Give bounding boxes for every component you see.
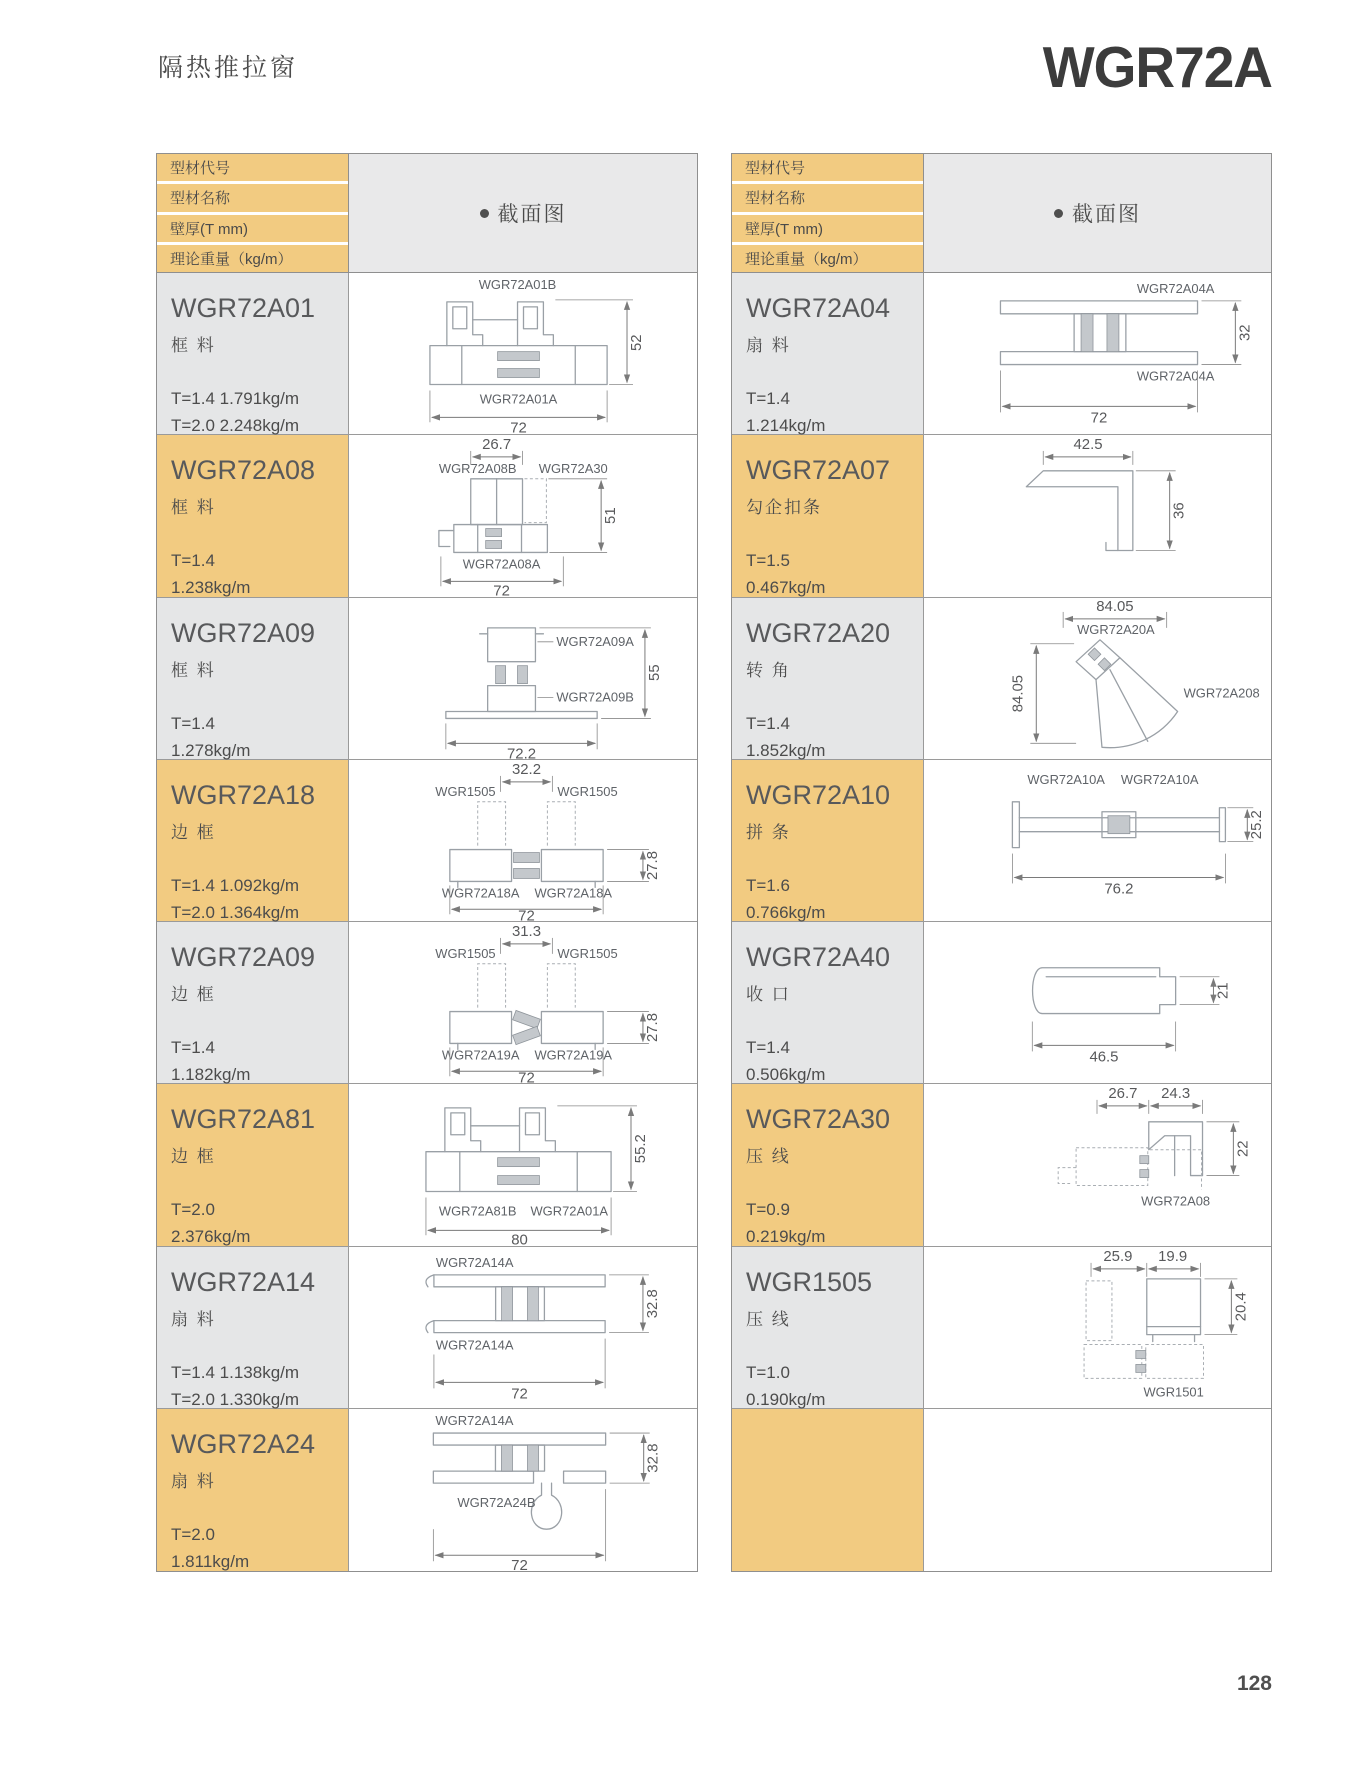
spec-line: T=1.4 1.791kg/m xyxy=(171,389,300,408)
header-cell-weight: 理论重量（kg/m） xyxy=(157,245,348,272)
profile-code: WGR72A30 xyxy=(746,1104,891,1135)
profile-specs xyxy=(171,547,348,601)
spec-line: 0.190kg/m xyxy=(746,1389,826,1409)
cross-section-drawing xyxy=(924,922,1271,1083)
part-label: WGR72A18A xyxy=(534,885,613,901)
cross-section-drawing xyxy=(924,435,1271,596)
profile-name: 压 线 xyxy=(746,1309,791,1329)
profile-code: WGR72A09 xyxy=(171,942,316,972)
spec-line: 0.506kg/m xyxy=(746,1065,826,1085)
profile-specs xyxy=(171,710,348,764)
spec-line: T=2.0 xyxy=(171,1200,215,1220)
dimension-height: 27.8 xyxy=(643,850,661,880)
dimension-height: 20.4 xyxy=(1232,1291,1250,1321)
profile-info xyxy=(157,1247,349,1408)
section-view-label: 截面图 xyxy=(1072,203,1141,226)
spec-line: 1.214kg/m xyxy=(746,416,826,436)
profile-name: 拼 条 xyxy=(746,822,791,842)
dimension: 25.9 xyxy=(1103,1247,1133,1265)
spec-line: T=2.0 2.248kg/m xyxy=(171,416,300,436)
cross-section-drawing xyxy=(349,1247,697,1408)
header-cell-thickness: 壁厚(T mm) xyxy=(157,215,348,242)
spec-line: T=2.0 1.364kg/m xyxy=(171,902,300,922)
part-label: WGR72A14A xyxy=(435,1412,514,1428)
profile-specs xyxy=(171,1196,348,1250)
section-diagram xyxy=(924,1247,1271,1408)
profile-info xyxy=(732,922,924,1083)
profile-specs xyxy=(746,385,923,439)
spec-line: 2.376kg/m xyxy=(171,1227,251,1247)
profile-name: 压 线 xyxy=(746,1147,791,1167)
dimension: 26.7 xyxy=(1108,1085,1138,1103)
bullet-icon xyxy=(1054,209,1063,218)
spec-line: T=1.4 xyxy=(746,713,790,733)
profile-info xyxy=(732,273,924,434)
part-label: WGR72A08B xyxy=(438,461,517,477)
part-label: WGR72A08 xyxy=(1141,1193,1211,1209)
dimension-height: 32 xyxy=(1236,324,1254,342)
profile-info xyxy=(732,1084,924,1245)
dimension-width: 72 xyxy=(518,1069,535,1084)
cross-section-drawing xyxy=(349,760,697,921)
header-label-column xyxy=(157,154,349,272)
part-label: WGR72A01A xyxy=(479,391,558,407)
part-label: WGR72A08A xyxy=(462,556,541,572)
dimension-height: 55 xyxy=(645,663,663,681)
profile-row-empty xyxy=(732,1409,1271,1571)
section-diagram xyxy=(924,273,1271,434)
profile-row xyxy=(157,1409,697,1571)
dimension-height: 55.2 xyxy=(631,1134,649,1164)
profile-name: 边 框 xyxy=(171,985,216,1004)
part-label: WGR72A09B xyxy=(556,689,634,705)
part-label: WGR72A20A xyxy=(1077,621,1155,637)
cross-section-drawing xyxy=(924,1247,1271,1408)
cross-section-drawing xyxy=(349,1409,697,1571)
table-header xyxy=(732,154,1271,273)
profile-info xyxy=(732,1247,924,1408)
spec-line: T=0.9 xyxy=(746,1200,790,1220)
section-diagram xyxy=(924,1409,1271,1571)
dimension-height: 25.2 xyxy=(1248,809,1266,839)
profile-row xyxy=(157,273,697,435)
cross-section-drawing xyxy=(349,598,697,759)
profile-specs xyxy=(746,547,923,601)
profile-name: 扇 料 xyxy=(171,1309,216,1329)
dimension: 31.3 xyxy=(511,922,542,940)
profile-name: 勾企扣条 xyxy=(746,498,822,518)
series-code: WGR72A xyxy=(1042,35,1272,100)
dimension: 19.9 xyxy=(1158,1247,1188,1265)
part-label: WGR72A208 xyxy=(1183,685,1260,701)
section-diagram xyxy=(349,1409,697,1571)
dimension-height: 36 xyxy=(1170,502,1188,520)
dimension-height: 32.8 xyxy=(644,1443,662,1473)
spec-line: 1.238kg/m xyxy=(171,578,251,598)
dimension-width: 72 xyxy=(511,1384,528,1402)
dimension-height: 84.05 xyxy=(1009,674,1027,712)
part-label: WGR72A19A xyxy=(441,1047,520,1063)
part-label: WGR72A04A xyxy=(1136,280,1215,296)
cross-section-drawing xyxy=(924,1084,1271,1245)
dimension-height: 21 xyxy=(1214,982,1232,999)
profile-specs xyxy=(746,710,923,764)
profile-specs xyxy=(171,1359,348,1413)
profile-code: WGR1505 xyxy=(746,1266,873,1297)
part-label: WGR72A14A xyxy=(435,1254,514,1270)
profile-name: 框 料 xyxy=(171,336,216,355)
cross-section-drawing xyxy=(349,273,697,434)
profile-table-right xyxy=(731,153,1272,1572)
section-diagram xyxy=(924,760,1271,921)
spec-line: T=2.0 1.330kg/m xyxy=(171,1389,300,1409)
profile-table-left xyxy=(156,153,698,1572)
spec-line: T=1.4 xyxy=(746,1038,790,1057)
profile-specs xyxy=(746,1196,923,1250)
profile-info xyxy=(157,922,349,1083)
section-diagram xyxy=(924,435,1271,596)
spec-line: T=1.4 xyxy=(171,713,215,733)
spec-line: T=1.4 1.092kg/m xyxy=(171,875,300,895)
profile-row xyxy=(732,760,1271,922)
spec-line: T=1.4 xyxy=(171,1038,215,1057)
spec-line: T=1.4 xyxy=(746,389,790,408)
dimension: 42.5 xyxy=(1073,436,1103,454)
section-diagram xyxy=(349,273,697,434)
dimension-width: 80 xyxy=(511,1231,528,1246)
cross-section-drawing xyxy=(349,1084,697,1245)
profile-row xyxy=(732,598,1271,760)
profile-specs xyxy=(746,1359,923,1413)
profile-name: 收 口 xyxy=(746,985,791,1004)
part-label: WGR72A09A xyxy=(556,633,634,649)
dimension: 84.05 xyxy=(1096,597,1134,615)
dimension-width: 46.5 xyxy=(1089,1048,1119,1066)
profile-info xyxy=(157,1084,349,1245)
part-label: WGR72A19A xyxy=(534,1047,613,1063)
spec-line: T=1.6 xyxy=(746,875,790,895)
section-diagram xyxy=(924,922,1271,1083)
profile-row xyxy=(157,922,697,1084)
profile-row xyxy=(732,922,1271,1084)
profile-code: WGR72A04 xyxy=(746,293,891,323)
header-cell-weight: 理论重量（kg/m） xyxy=(732,245,923,272)
section-diagram xyxy=(349,760,697,921)
part-label: WGR72A10A xyxy=(1027,771,1105,787)
part-label: WGR1505 xyxy=(435,783,496,799)
dimension-width: 72 xyxy=(493,582,510,597)
profile-row xyxy=(157,1084,697,1246)
dimension-height: 27.8 xyxy=(643,1012,661,1043)
spec-line: T=1.5 xyxy=(746,551,790,571)
profile-code: WGR72A14 xyxy=(171,1266,316,1297)
part-label: WGR72A14A xyxy=(435,1337,514,1353)
dimension: 26.7 xyxy=(482,436,512,454)
profile-code: WGR72A24 xyxy=(171,1428,316,1459)
cross-section-drawing xyxy=(349,435,697,596)
profile-row xyxy=(732,273,1271,435)
profile-name: 扇 料 xyxy=(746,336,791,355)
dimension-width: 72 xyxy=(1090,409,1108,427)
profile-info xyxy=(157,435,349,596)
profile-specs xyxy=(746,872,923,926)
profile-row xyxy=(157,435,697,597)
part-label: WGR72A81B xyxy=(438,1203,517,1219)
spec-line: T=1.4 1.138kg/m xyxy=(171,1362,300,1382)
section-diagram xyxy=(349,598,697,759)
section-view-header xyxy=(924,154,1271,272)
profile-row xyxy=(157,760,697,922)
profile-row xyxy=(157,1247,697,1409)
cross-section-drawing xyxy=(924,273,1271,434)
profile-name: 边 框 xyxy=(171,1147,216,1167)
dimension-width: 72 xyxy=(518,907,535,921)
spec-line: 1.182kg/m xyxy=(171,1065,251,1085)
profile-code: WGR72A18 xyxy=(171,779,316,810)
section-view-label: 截面图 xyxy=(497,203,567,226)
dimension-width: 72.2 xyxy=(506,744,537,759)
part-label: WGR72A24B xyxy=(457,1494,536,1510)
cross-section-drawing xyxy=(349,922,697,1083)
dimension-width: 72 xyxy=(511,1556,528,1571)
profile-specs xyxy=(171,1034,348,1088)
part-label: WGR72A01A xyxy=(530,1203,609,1219)
profile-info xyxy=(157,273,349,434)
header-cell-thickness: 壁厚(T mm) xyxy=(732,215,923,242)
profile-name: 扇 料 xyxy=(171,1471,216,1491)
profile-info xyxy=(732,598,924,759)
part-label: WGR1505 xyxy=(557,783,618,799)
dimension: 24.3 xyxy=(1161,1085,1191,1103)
profile-row xyxy=(732,435,1271,597)
dimension-height: 32.8 xyxy=(643,1288,661,1318)
profile-code: WGR72A10 xyxy=(746,779,891,810)
profile-name: 转 角 xyxy=(746,660,791,680)
profile-code: WGR72A07 xyxy=(746,455,891,486)
part-label: WGR72A10A xyxy=(1120,771,1199,787)
dimension-height: 52 xyxy=(627,334,645,351)
profile-specs xyxy=(746,1034,923,1088)
spec-line: T=1.4 xyxy=(171,551,215,571)
cross-section-drawing xyxy=(924,598,1271,759)
part-label: WGR72A04A xyxy=(1136,368,1215,384)
section-diagram xyxy=(924,1084,1271,1245)
dimension-height: 51 xyxy=(602,507,620,525)
part-label: WGR1505 xyxy=(557,945,618,961)
dimension-width: 72 xyxy=(510,419,527,435)
part-label: WGR72A01B xyxy=(478,276,557,292)
section-diagram xyxy=(349,435,697,596)
header-cell-code: 型材代号 xyxy=(732,154,923,181)
part-label: WGR1505 xyxy=(435,945,496,961)
spec-line: 1.278kg/m xyxy=(171,740,251,760)
profile-code: WGR72A01 xyxy=(171,293,316,323)
profile-specs xyxy=(171,385,348,439)
profile-code: WGR72A20 xyxy=(746,617,891,648)
profile-row xyxy=(157,598,697,760)
page-number: 128 xyxy=(1236,1672,1272,1695)
dimension-width: 76.2 xyxy=(1104,880,1134,898)
spec-line: 0.766kg/m xyxy=(746,902,826,922)
spec-line: 0.219kg/m xyxy=(746,1227,826,1247)
profile-specs xyxy=(171,1521,348,1575)
profile-info xyxy=(732,435,924,596)
header-cell-name: 型材名称 xyxy=(157,184,348,211)
profile-code: WGR72A09 xyxy=(171,617,316,648)
table-header xyxy=(157,154,697,273)
profile-name: 边 框 xyxy=(171,822,216,842)
dimension-height: 22 xyxy=(1234,1140,1252,1158)
dimension: 32.2 xyxy=(511,760,542,778)
spec-line: T=2.0 xyxy=(171,1524,215,1544)
cross-section-drawing xyxy=(924,760,1271,921)
section-diagram xyxy=(349,1247,697,1408)
spec-line: 1.811kg/m xyxy=(171,1551,250,1571)
profile-info xyxy=(732,1409,924,1571)
part-label: WGR72A18A xyxy=(441,885,520,901)
profile-info xyxy=(157,1409,349,1571)
part-label: WGR1501 xyxy=(1143,1383,1204,1399)
section-diagram xyxy=(924,598,1271,759)
profile-code: WGR72A81 xyxy=(171,1104,316,1135)
header-label-column xyxy=(732,154,924,272)
spec-line: T=1.0 xyxy=(746,1362,790,1382)
page-title: 隔热推拉窗 xyxy=(158,54,299,82)
profile-info xyxy=(157,760,349,921)
section-diagram xyxy=(349,1084,697,1245)
profile-name: 框 料 xyxy=(171,660,216,680)
bullet-icon xyxy=(480,209,489,218)
section-view-header xyxy=(349,154,697,272)
profile-row xyxy=(732,1247,1271,1409)
profile-specs xyxy=(171,872,348,926)
header-cell-name: 型材名称 xyxy=(732,184,923,211)
profile-name: 框 料 xyxy=(171,498,216,518)
header-cell-code: 型材代号 xyxy=(157,154,348,181)
section-diagram xyxy=(349,922,697,1083)
spec-line: 1.852kg/m xyxy=(746,740,826,760)
profile-info xyxy=(157,598,349,759)
profile-info xyxy=(732,760,924,921)
spec-line: 0.467kg/m xyxy=(746,578,826,598)
profile-row xyxy=(732,1084,1271,1246)
profile-code: WGR72A40 xyxy=(746,942,891,972)
part-label: WGR72A30 xyxy=(538,461,608,477)
profile-code: WGR72A08 xyxy=(171,455,316,486)
